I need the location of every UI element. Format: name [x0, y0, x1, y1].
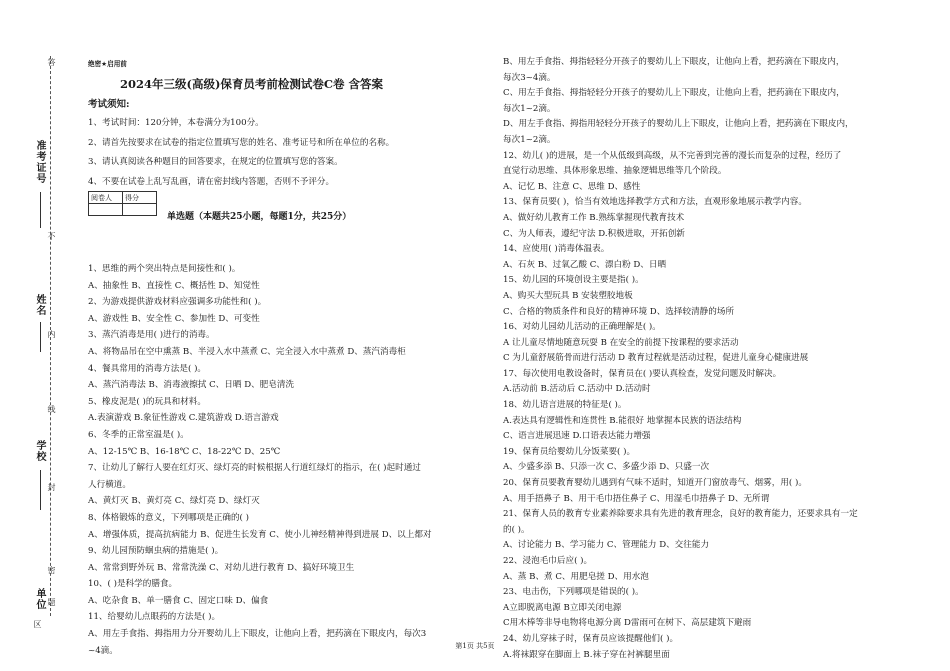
option-line: A、黄灯灭 B、黄灯亮 C、绿灯亮 D、绿灯灭 [88, 496, 260, 507]
unit-label: 单位 [34, 588, 45, 610]
option-line: A 让儿童尽情地随意玩耍 B 在安全的前提下按课程的要求活动 [503, 337, 739, 348]
option-line: A、将物品吊在空中熏蒸 B、半浸入水中蒸煮 C、完全浸入水中蒸煮 D、蒸汽消毒柜 [88, 346, 406, 357]
question-line: 5、橡皮泥是( )的玩具和材料。 [88, 396, 207, 407]
question-line: 24、幼儿穿袜子时，保育员应该提醒他们( )。 [503, 633, 679, 644]
name-label: 姓名 [34, 294, 45, 316]
option-line: C、合格的物质条件和良好的精神环境 D、选择较清静的场所 [503, 306, 735, 317]
question-line: 20、保育员要教育婴幼儿遇到有气味不适时，知道开门窗放毒气、烟雾，用( )。 [503, 478, 807, 489]
question-line: 8、体格锻炼的意义，下列哪项是正确的( ) [88, 512, 249, 523]
option-line: A、游戏性 B、安全性 C、参加性 D、可变性 [88, 313, 260, 324]
binding-mark: 题 [47, 598, 56, 606]
option-line: A、增强体质，提高抗病能力 B、促进生长发育 C、使小儿神经精神得到进展 D、以上都对 [88, 529, 432, 540]
option-line: A、讨论能力 B、学习能力 C、管理能力 D、交往能力 [503, 540, 710, 551]
reviewer-cell: 阅卷人 [89, 192, 123, 204]
question-line: 直觉行动思维、具体形象思维、抽象逻辑思维等几个阶段。 [503, 166, 727, 177]
binding-mark: 不 [47, 232, 56, 240]
option-line: 每次3~4滴。 [503, 72, 556, 83]
option-line: A.表达具有逻辑性和连贯性 B.能很好 地掌握本民族的语法结构 [503, 415, 742, 426]
option-line: A、购买大型玩具 B 安装塑胶地板 [503, 290, 633, 301]
school-label: 学校 [34, 440, 45, 462]
notice-item: 4、不要在试卷上乱写乱画，请在密封线内答题，否则不予评分。 [88, 176, 335, 187]
reviewer-input-cell[interactable] [89, 204, 123, 216]
question-line: 10、( )是科学的膳食。 [88, 579, 178, 590]
option-line: A、常常到野外玩 B、常常洗澡 C、对幼儿进行教育 D、搞好环境卫生 [88, 562, 355, 573]
notice-item: 1、考试时间：120分钟，本卷满分为100分。 [88, 118, 264, 128]
exam-number-label: 准考证号 [34, 140, 45, 184]
question-line: 的( )。 [503, 524, 530, 535]
question-line: 17、每次使用电教设备时，保育员在( )要认真检查，发觉问题及时解决。 [503, 368, 782, 379]
binding-mark: 内 [47, 330, 56, 338]
option-line: C用木棒等非导电物将电源分离 D雷雨可在树下、高层建筑下避雨 [503, 618, 752, 629]
question-line: 21、保育人员的教育专业素养除要求具有先进的教育理念，良好的教育能力，还要求具有一定 [503, 509, 858, 520]
question-line: 23、电击伤，下列哪项是错误的( )。 [503, 587, 644, 598]
district-label: 区 [33, 620, 42, 628]
score-input-cell[interactable] [123, 204, 157, 216]
question-line: 6、冬季的正常室温是( )。 [88, 429, 189, 440]
option-line: A、用手捂鼻子 B、用干毛巾捂住鼻子 C、用湿毛巾捂鼻子 D、无所谓 [503, 493, 770, 504]
binding-mark: 答 [47, 58, 56, 66]
question-line: 7、让幼儿了解行人要在红灯灭、绿灯亮的时候根据人行道红绿灯的指示，在( )起时通过 [88, 463, 421, 474]
right-question-column [503, 55, 858, 663]
section-title: 单选题（本题共25小题，每题1分，共25分） [167, 212, 352, 222]
question-line: 9、幼儿园预防蛔虫病的措施是( )。 [88, 546, 224, 557]
option-line: A、吃杂食 B、单一膳食 C、固定口味 D、偏食 [88, 595, 269, 606]
score-table [88, 191, 157, 216]
question-line: 14、应使用( )消毒体温表。 [503, 244, 610, 255]
option-line: A、蒸 B、煮 C、用肥皂搓 D、用水泡 [503, 571, 649, 582]
option-line: A、少盛多添 B、只添一次 C、多盛少添 D、只盛一次 [503, 462, 710, 473]
page-number: 第1页 共5页 [455, 642, 495, 650]
exam-number-line [40, 192, 41, 228]
option-line: A.表演游戏 B.象征性游戏 C.建筑游戏 D.语言游戏 [88, 413, 279, 424]
question-line: 16、对幼儿园幼儿活动的正确理解是( )。 [503, 322, 661, 333]
option-line: A.活动前 B.活动后 C.活动中 D.活动时 [503, 384, 651, 395]
question-line: 1、思维的两个突出特点是间接性和( )。 [88, 264, 241, 274]
question-line: 2、为游戏提供游戏材料应强调多功能性和( )。 [88, 297, 267, 308]
question-line: 15、幼儿园的环境创设主要是指( )。 [503, 275, 644, 286]
notice-heading: 考试须知: [88, 99, 130, 110]
question-line: 19、保育员给婴幼儿分饭菜要( )。 [503, 446, 636, 457]
question-line: 4、餐具常用的消毒方法是( )。 [88, 363, 207, 374]
option-line: A.将袜跟穿在脚面上 B.袜子穿在衬裤腿里面 [503, 649, 670, 660]
option-line: 每次1~2滴。 [503, 134, 556, 145]
question-line: 3、蒸汽消毒是用( )进行的消毒。 [88, 330, 215, 341]
secret-mark: 绝密★启用前 [88, 60, 127, 68]
option-line: A、抽象性 B、直接性 C、概括性 D、知觉性 [88, 280, 260, 291]
option-line: 每次1~2滴。 [503, 103, 556, 114]
binding-mark: 密 [47, 566, 56, 574]
question-line: 人行横道。 [88, 479, 131, 490]
notice-item: 3、请认真阅读各种题目的回答要求，在规定的位置填写您的答案。 [88, 157, 343, 167]
question-line: 12、幼儿( )的进展，是一个从低级到高级，从不完善到完善的漫长而复杂的过程，经历了 [503, 150, 842, 161]
binding-mark: 线 [47, 405, 56, 413]
score-cell: 得分 [123, 192, 157, 204]
notice-list [88, 114, 394, 192]
option-line: A、用左手食指、拇指用力分开婴幼儿上下眼皮，让他向上看，把药滴在下眼皮内，每次3 [88, 629, 427, 640]
option-line: C 为儿童舒展筋骨而进行活动 D 教育过程就是活动过程，促进儿童身心健康进展 [503, 353, 809, 364]
school-line [40, 470, 41, 510]
question-line: 18、幼儿语言进展的特征是( )。 [503, 400, 627, 411]
option-line: A、石灰 B、过氧乙酸 C、漂白粉 D、日晒 [503, 259, 667, 270]
notice-item: 2、请首先按要求在试卷的指定位置填写您的姓名、准考证号和所在单位的名称。 [88, 137, 395, 148]
option-line: A、12-15℃ B、16-18℃ C、18-22℃ D、25℃ [88, 446, 281, 457]
question-line: 22、浸泡毛巾后应( )。 [503, 556, 593, 566]
option-line: C、语言进展迅速 D.口语表达能力增强 [503, 431, 651, 442]
binding-mark: 封 [47, 483, 56, 491]
option-line: A、蒸汽消毒法 B、消毒液擦拭 C、日晒 D、肥皂清洗 [88, 380, 295, 391]
binding-sidebar [0, 0, 62, 671]
left-question-column [88, 261, 432, 659]
option-line: A立即脱离电源 B立即关闭电源 [503, 602, 622, 613]
name-line [40, 322, 41, 352]
question-line: 11、给婴幼儿点眼药的方法是( )。 [88, 612, 221, 623]
option-line: A、做好幼儿教育工作 B.熟练掌握现代教育技术 [503, 212, 685, 223]
page-title: 2024年三级(高级)保育员考前检测试卷C卷 含答案 [120, 77, 384, 91]
option-line: B、用左手食指、拇指轻轻分开孩子的婴幼儿上下眼皮，让他向上看，把药滴在下眼皮内， [503, 57, 845, 67]
option-line: A、记忆 B、注意 C、思维 D、感性 [503, 181, 641, 192]
option-line: D、用左手食指、拇指用轻轻分开孩子的婴幼儿上下眼皮，让他向上看，把药滴在下眼皮内， [503, 119, 854, 130]
question-line: 13、保育员要( )，恰当有效地选择教学方式和方法，直观形象地展示教学内容。 [503, 197, 807, 208]
option-line: ~4滴。 [88, 645, 118, 656]
option-line: C、用左手食指、拇指轻轻分开孩子的婴幼儿上下眼皮，让他向上看，把药滴在下眼皮内， [503, 88, 845, 99]
option-line: C、为人师表，遵纪守法 D.积极进取，开拓创新 [503, 228, 685, 239]
